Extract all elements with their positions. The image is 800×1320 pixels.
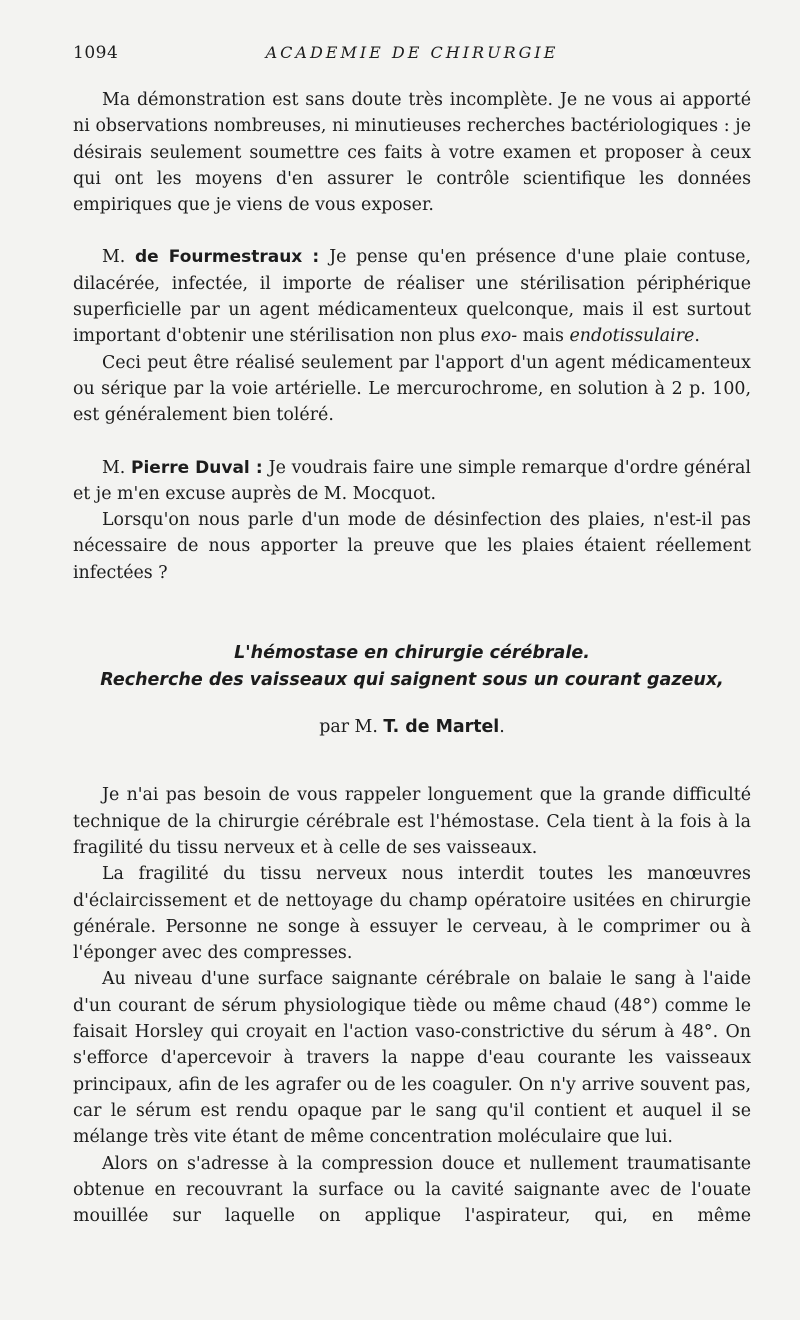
running-head: ACADEMIE DE CHIRURGIE [265, 43, 559, 62]
fourmestraux-text-a: Je pense qu'en présence d'une plaie contuse, dilacérée, infectée, il importe de réaliser une stérilisation périphérique superficielle par un agent médicamenteux quelconque, mais il est surtout important d'obtenir une stérilisation non plus [73, 247, 751, 347]
article-paragraph: Alors on s'adresse à la compression douce et nullement traumatisante obtenue en recouvrant la surface ou la cavité saignante avec de l'ouate mouillée sur laquelle on applique l'aspirateur, qui, en même [73, 1153, 751, 1227]
speaker-colon: : [302, 247, 330, 268]
article-author: T. de Martel [383, 717, 500, 738]
page-number: 1094 [73, 43, 119, 63]
duval-text: Je voudrais faire une simple remarque d'ordre général et je m'en excuse auprès de M. Mocquot. [73, 457, 751, 504]
byline-prefix: par M. [319, 717, 384, 738]
article-paragraph: Au niveau d'une surface saignante cérébrale on balaie le sang à l'aide d'un courant de sérum physiologique tiède ou même chaud (48°) comme le faisait Horsley qui croyait en l'action vaso-constrictive du sérum à 48°. On s'efforce d'apercevoir à travers la nappe d'eau courante les vaisseaux principaux, afin de les agrafer ou de les coaguler. On n'y arrive souvent pas, car le sérum est rendu opaque par le sang qu'il contient et auquel il se mélange très vite étant de même concentration moléculaire que lui. [73, 969, 751, 1148]
article-title [73, 640, 751, 694]
speaker-colon: : [249, 457, 269, 478]
fourmestraux-text-c: . [694, 326, 700, 347]
speaker-prefix: M. [102, 457, 131, 478]
article-title-line-1: L'hémostase en chirurgie cérébrale. [234, 643, 590, 664]
byline-suffix: . [499, 717, 505, 738]
article-byline [73, 714, 751, 740]
article-paragraph: La fragilité du tissu nerveux nous interdit toutes les manœuvres d'éclaircissement et de nettoyage du champ opératoire usitées en chirurgie générale. Personne ne songe à essuyer le cerveau, à le comprimer ou à l'éponger avec des compresses. [73, 864, 751, 964]
fourmestraux-text-b: mais [517, 326, 570, 347]
page-body [73, 87, 751, 1229]
paragraph-duval-2: Lorsqu'on nous parle d'un mode de désinfection des plaies, n'est-il pas nécessaire de nous apporter la preuve que les plaies étaient réellement infectées ? [73, 510, 751, 583]
speaker-name: Pierre Duval [131, 457, 250, 478]
article-paragraph: Je n'ai pas besoin de vous rappeler longuement que la grande difficulté technique de la chirurgie cérébrale est l'hémostase. Cela tient à la fois à la fragilité du tissu nerveux et à celle de ses vaisseaux. [73, 785, 751, 858]
fourmestraux-em-exo: exo- [480, 326, 518, 347]
paragraph-fourmestraux [73, 244, 751, 349]
page-header [73, 43, 751, 65]
paragraph-duval [73, 455, 751, 508]
paragraph-conclusion: Ma démonstration est sans doute très incomplète. Je ne vous ai apporté ni observations nombreuses, ni minutieuses recherches bactériologiques : je désirais seulement soumettre ces faits à votre examen et proposer à ceux qui ont les moyens d'en assurer le contrôle scientifique les données empiriques que je viens de vous exposer. [73, 90, 751, 216]
speaker-prefix: M. [102, 247, 136, 268]
paragraph-fourmestraux-2: Ceci peut être réalisé seulement par l'apport d'un agent médicamenteux ou sérique par la voie artérielle. Le mercurochrome, en solution à 2 p. 100, est généralement bien toléré. [73, 352, 751, 426]
speaker-name: de Fourmestraux [135, 247, 303, 268]
article-title-line-2: Recherche des vaisseaux qui saignent sous un courant gazeux, [100, 670, 724, 691]
fourmestraux-em-endo: endotissulaire [569, 326, 695, 347]
